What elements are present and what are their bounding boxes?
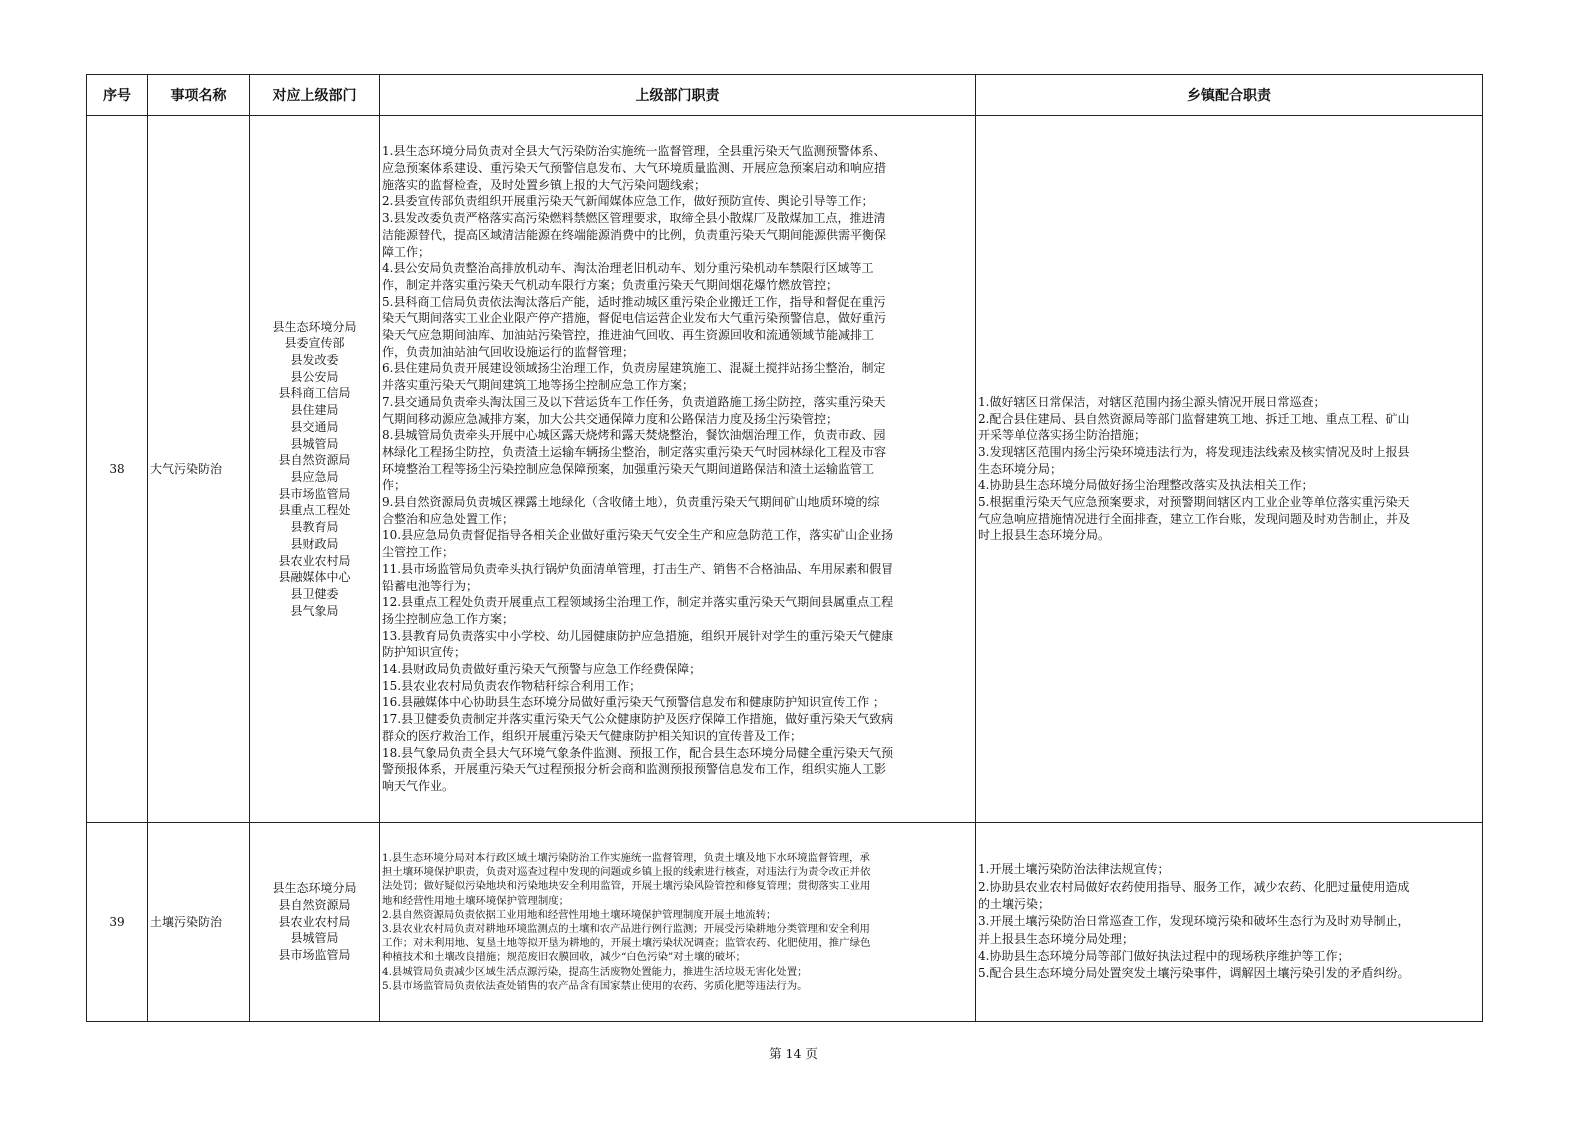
header-departments: 对应上级部门 [250, 75, 380, 116]
department-line: 县公安局 [290, 369, 339, 384]
header-township-duties: 乡镇配合职责 [976, 75, 1483, 116]
department-line: 县市场监管局 [278, 948, 351, 963]
cooperation-line: 时上报县生态环境分局。 [978, 528, 1111, 543]
cooperation-line: 4.协助县生态环境分局等部门做好执法过程中的现场秩序维护等工作； [978, 948, 1350, 963]
duty-line: 地和经营性用地土壤环境保护管理制度； [382, 894, 570, 907]
duty-line: 种植技术和土壤改良措施；规范废旧农膜回收，减少“白色污染”对土壤的破坏； [382, 951, 746, 964]
department-line: 县教育局 [290, 520, 339, 535]
department-line: 县生态环境分局 [272, 319, 357, 334]
department-line: 县自然资源局 [278, 897, 351, 912]
duty-line: 11.县市场监管局负责牵头执行锅炉负面清单管理，打击生产、销售不合格油品、车用尿素和假冒 [382, 561, 894, 576]
cooperation-line: 2.配合县住建局、县自然资源局等部门监督建筑工地、拆迁工地、重点工程、矿山 [978, 411, 1410, 426]
cooperation-line: 1.做好辖区日常保洁，对辖区范围内扬尘源头情况开展日常巡查； [978, 394, 1326, 409]
duty-line: 15.县农业农村局负责农作物秸秆综合利用工作； [382, 678, 642, 693]
department-line: 县卫健委 [290, 586, 339, 601]
cooperation-line: 2.协助县农业农村局做好农药使用指导、服务工作，减少农药、化肥过量使用造成 [978, 879, 1410, 894]
duty-line: 警预报体系，开展重污染天气过程预报分析会商和监测预报预警信息发布工作，组织实施人工影 [382, 762, 887, 777]
duty-line: 作，负责加油站油气回收设施运行的监督管理； [382, 344, 635, 359]
duty-line: 10.县应急局负责督促指导各相关企业做好重污染天气安全生产和应急防范工作，落实矿山企业扬 [382, 528, 894, 543]
cooperation-line: 并上报县生态环境分局处理； [978, 931, 1135, 946]
department-line: 县科商工信局 [278, 386, 351, 401]
duty-line: 3.县发改委负责严格落实高污染燃料禁燃区管理要求，取缔全县小散煤厂及散煤加工点，推进清 [382, 211, 886, 226]
department-line: 县重点工程处 [278, 503, 351, 518]
duty-line: 4.县城管局负责减少区域生活点源污染，提高生活废物处置能力，推进生活垃圾无害化处置； [382, 965, 808, 978]
cooperation-line: 5.根据重污染天气应急预案要求，对预警期间辖区内工业企业等单位落实重污染天 [978, 495, 1410, 510]
duty-line: 1.县生态环境分局对本行政区域土壤污染防治工作实施统一监督管理，负责土壤及地下水环境监督管理，承 [382, 851, 870, 864]
duty-line: 2.县委宣传部负责组织开展重污染天气新闻媒体应急工作，做好预防宣传、舆论引导等工作； [382, 194, 874, 209]
duty-line: 施落实的监督检查，及时处置乡镇上报的大气污染问题线索； [382, 177, 707, 192]
duty-line: 并落实重污染天气期间建筑工地等扬尘控制应急工作方案； [382, 378, 695, 393]
row-number: 39 [87, 823, 148, 1022]
department-line: 县财政局 [290, 536, 339, 551]
duty-line: 担土壤环境保护职责，负责对巡查过程中发现的问题或乡镇上报的线索进行核查，对违法行为责令改正并依 [382, 866, 871, 879]
duty-line: 法处罚；做好疑似污染地块和污染地块安全利用监管，开展土壤污染风险管控和修复管理；贯彻落实工业用 [382, 880, 871, 893]
department-line: 县城管局 [290, 436, 339, 451]
cooperation-line: 3.发现辖区范围内扬尘污染环境违法行为，将发现违法线索及核实情况及时上报县 [978, 444, 1410, 459]
duty-line: 14.县财政局负责做好重污染天气预警与应急工作经费保障； [382, 662, 702, 677]
duty-line: 12.县重点工程处负责开展重点工程领域扬尘治理工作，制定并落实重污染天气期间县属重点工程 [382, 595, 894, 610]
duty-line: 18.县气象局负责全县大气环境气象条件监测、预报工作，配合县生态环境分局健全重污染天气预 [382, 745, 894, 760]
duty-line: 5.县市场监管局负责依法查处销售的农产品含有国家禁止使用的农药、劣质化肥等违法行为。 [382, 979, 808, 992]
duty-table [86, 74, 1483, 1022]
row-number: 38 [87, 116, 148, 823]
row-departments [250, 116, 380, 823]
duty-line: 群众的医疗救治工作，组织开展重污染天气健康防护相关知识的宣传普及工作； [382, 728, 803, 743]
department-line: 县委宣传部 [284, 336, 345, 351]
duty-line: 1.县生态环境分局负责对全县大气污染防治实施统一监督管理，全县重污染天气监测预警体系、 [382, 144, 886, 159]
cooperation-line: 的土壤污染； [978, 897, 1051, 912]
cooperation-line: 3.开展土壤污染防治日常巡查工作，发现环境污染和破坏生态行为及时劝导制止， [978, 914, 1410, 929]
duty-line: 13.县教育局负责落实中小学校、幼儿园健康防护应急措施，组织开展针对学生的重污染天气健康 [382, 628, 894, 643]
department-line: 县自然资源局 [278, 453, 351, 468]
cooperation-line: 气应急响应措施情况进行全面排查，建立工作台账，发现问题及时劝告制止，并及 [978, 511, 1411, 526]
duty-line: 障工作； [382, 244, 431, 259]
duty-line: 染天气应急期间油库、加油站污染管控，推进油气回收、再生资源回收和流通领域节能减排工 [382, 328, 875, 343]
duty-line: 扬尘控制应急工作方案； [382, 611, 515, 626]
duty-line: 应急预案体系建设、重污染天气预警信息发布、大气环境质量监测、开展应急预案启动和响应措 [382, 160, 887, 175]
department-line: 县交通局 [290, 419, 339, 434]
department-line: 县城管局 [290, 931, 339, 946]
duty-line: 5.县科商工信局负责依法淘汰落后产能，适时推动城区重污染企业搬迁工作，指导和督促在重污 [382, 294, 886, 309]
duty-line: 7.县交通局负责牵头淘汰国三及以下营运货车工作任务，负责道路施工扬尘防控，落实重污染天 [382, 394, 886, 409]
table-header-row [87, 75, 1483, 116]
row-item-name: 土壤污染防治 [148, 823, 250, 1022]
duty-line: 合整治和应急处置工作； [382, 511, 515, 526]
page-number: 第 14 页 [769, 1046, 818, 1061]
duty-line: 洁能源替代，提高区域清洁能源在终端能源消费中的比例，负责重污染天气期间能源供需平衡保 [382, 227, 887, 242]
duty-line: 尘管控工作； [382, 545, 455, 560]
duty-line: 作； [382, 478, 407, 493]
header-item-name: 事项名称 [148, 75, 250, 116]
table-row [87, 116, 1483, 823]
header-department-duties: 上级部门职责 [380, 75, 976, 116]
table-row [87, 823, 1483, 1022]
duty-line: 9.县自然资源局负责城区裸露土地绿化（含收储土地），负责重污染天气期间矿山地质环境的综 [382, 495, 880, 510]
department-line: 县生态环境分局 [272, 881, 357, 896]
duty-line: 气期间移动源应急减排方案，加大公共交通保障力度和公路保洁力度及扬尘污染管控； [382, 411, 839, 426]
department-line: 县农业农村局 [278, 553, 351, 568]
row-township-duties [976, 116, 1483, 823]
duty-line: 环境整治工程等扬尘污染控制应急保障预案，加强重污染天气期间道路保洁和渣土运输监管工 [382, 461, 875, 476]
duty-line: 林绿化工程扬尘防控，负责渣土运输车辆扬尘整治，制定落实重污染天气时园林绿化工程及市容 [382, 444, 887, 459]
cooperation-line: 5.配合县生态环境分局处置突发土壤污染事件，调解因土壤污染引发的矛盾纠纷。 [978, 966, 1410, 981]
duty-line: 作，制定并落实重污染天气机动车限行方案；负责重污染天气期间烟花爆竹燃放管控； [382, 277, 839, 292]
duty-line: 17.县卫健委负责制定并落实重污染天气公众健康防护及医疗保障工作措施，做好重污染天气致病 [382, 712, 894, 727]
department-line: 县融媒体中心 [278, 570, 351, 585]
cooperation-line: 生态环境分局； [978, 461, 1063, 476]
duty-line: 6.县住建局负责开展建设领域扬尘治理工作，负责房屋建筑施工、混凝土搅拌站扬尘整治，制定 [382, 361, 886, 376]
department-line: 县气象局 [290, 603, 339, 618]
department-line: 县住建局 [290, 403, 339, 418]
department-line: 县农业农村局 [278, 914, 351, 929]
header-number: 序号 [87, 75, 148, 116]
department-line: 县市场监管局 [278, 486, 351, 501]
duty-line: 2.县自然资源局负责依据工业用地和经营性用地土壤环境保护管理制度开展土地流转； [382, 908, 777, 921]
cooperation-line: 开采等单位落实扬尘防治措施； [978, 428, 1147, 443]
cooperation-line: 1.开展土壤污染防治法律法规宣传； [978, 862, 1170, 877]
department-line: 县发改委 [290, 353, 339, 368]
row-department-duties [380, 823, 976, 1022]
row-township-duties [976, 823, 1483, 1022]
duty-line: 16.县融媒体中心协助县生态环境分局做好重污染天气预警信息发布和健康防护知识宣传工作 ； [382, 695, 885, 710]
duty-line: 铅蓄电池等行为； [382, 578, 479, 593]
duty-line: 响天气作业。 [382, 779, 455, 793]
duty-line: 工作；对未利用地、复垦土地等拟开垦为耕地的，开展土壤污染状况调查；监管农药、化肥使用，推广绿色 [382, 937, 871, 950]
row-departments [250, 823, 380, 1022]
duty-line: 8.县城管局负责牵头开展中心城区露天烧烤和露天焚烧整治，餐饮油烟治理工作，负责市政、园 [382, 428, 886, 443]
row-item-name: 大气污染防治 [148, 116, 250, 823]
duty-line: 染天气期间落实工业企业限产停产措施，督促电信运营企业发布大气重污染预警信息，做好重污 [382, 311, 887, 326]
row-department-duties [380, 116, 976, 823]
cooperation-line: 4.协助县生态环境分局做好扬尘治理整改落实及执法相关工作； [978, 478, 1314, 493]
duty-line: 3.县农业农村局负责对耕地环境监测点的土壤和农产品进行例行监测；开展受污染耕地分类管理和安全利用 [382, 923, 870, 935]
duty-line: 防护知识宣传； [382, 645, 467, 660]
duty-line: 4.县公安局负责整治高排放机动车、淘汰治理老旧机动车、划分重污染机动车禁限行区域等工 [382, 261, 874, 276]
department-line: 县应急局 [290, 470, 339, 484]
